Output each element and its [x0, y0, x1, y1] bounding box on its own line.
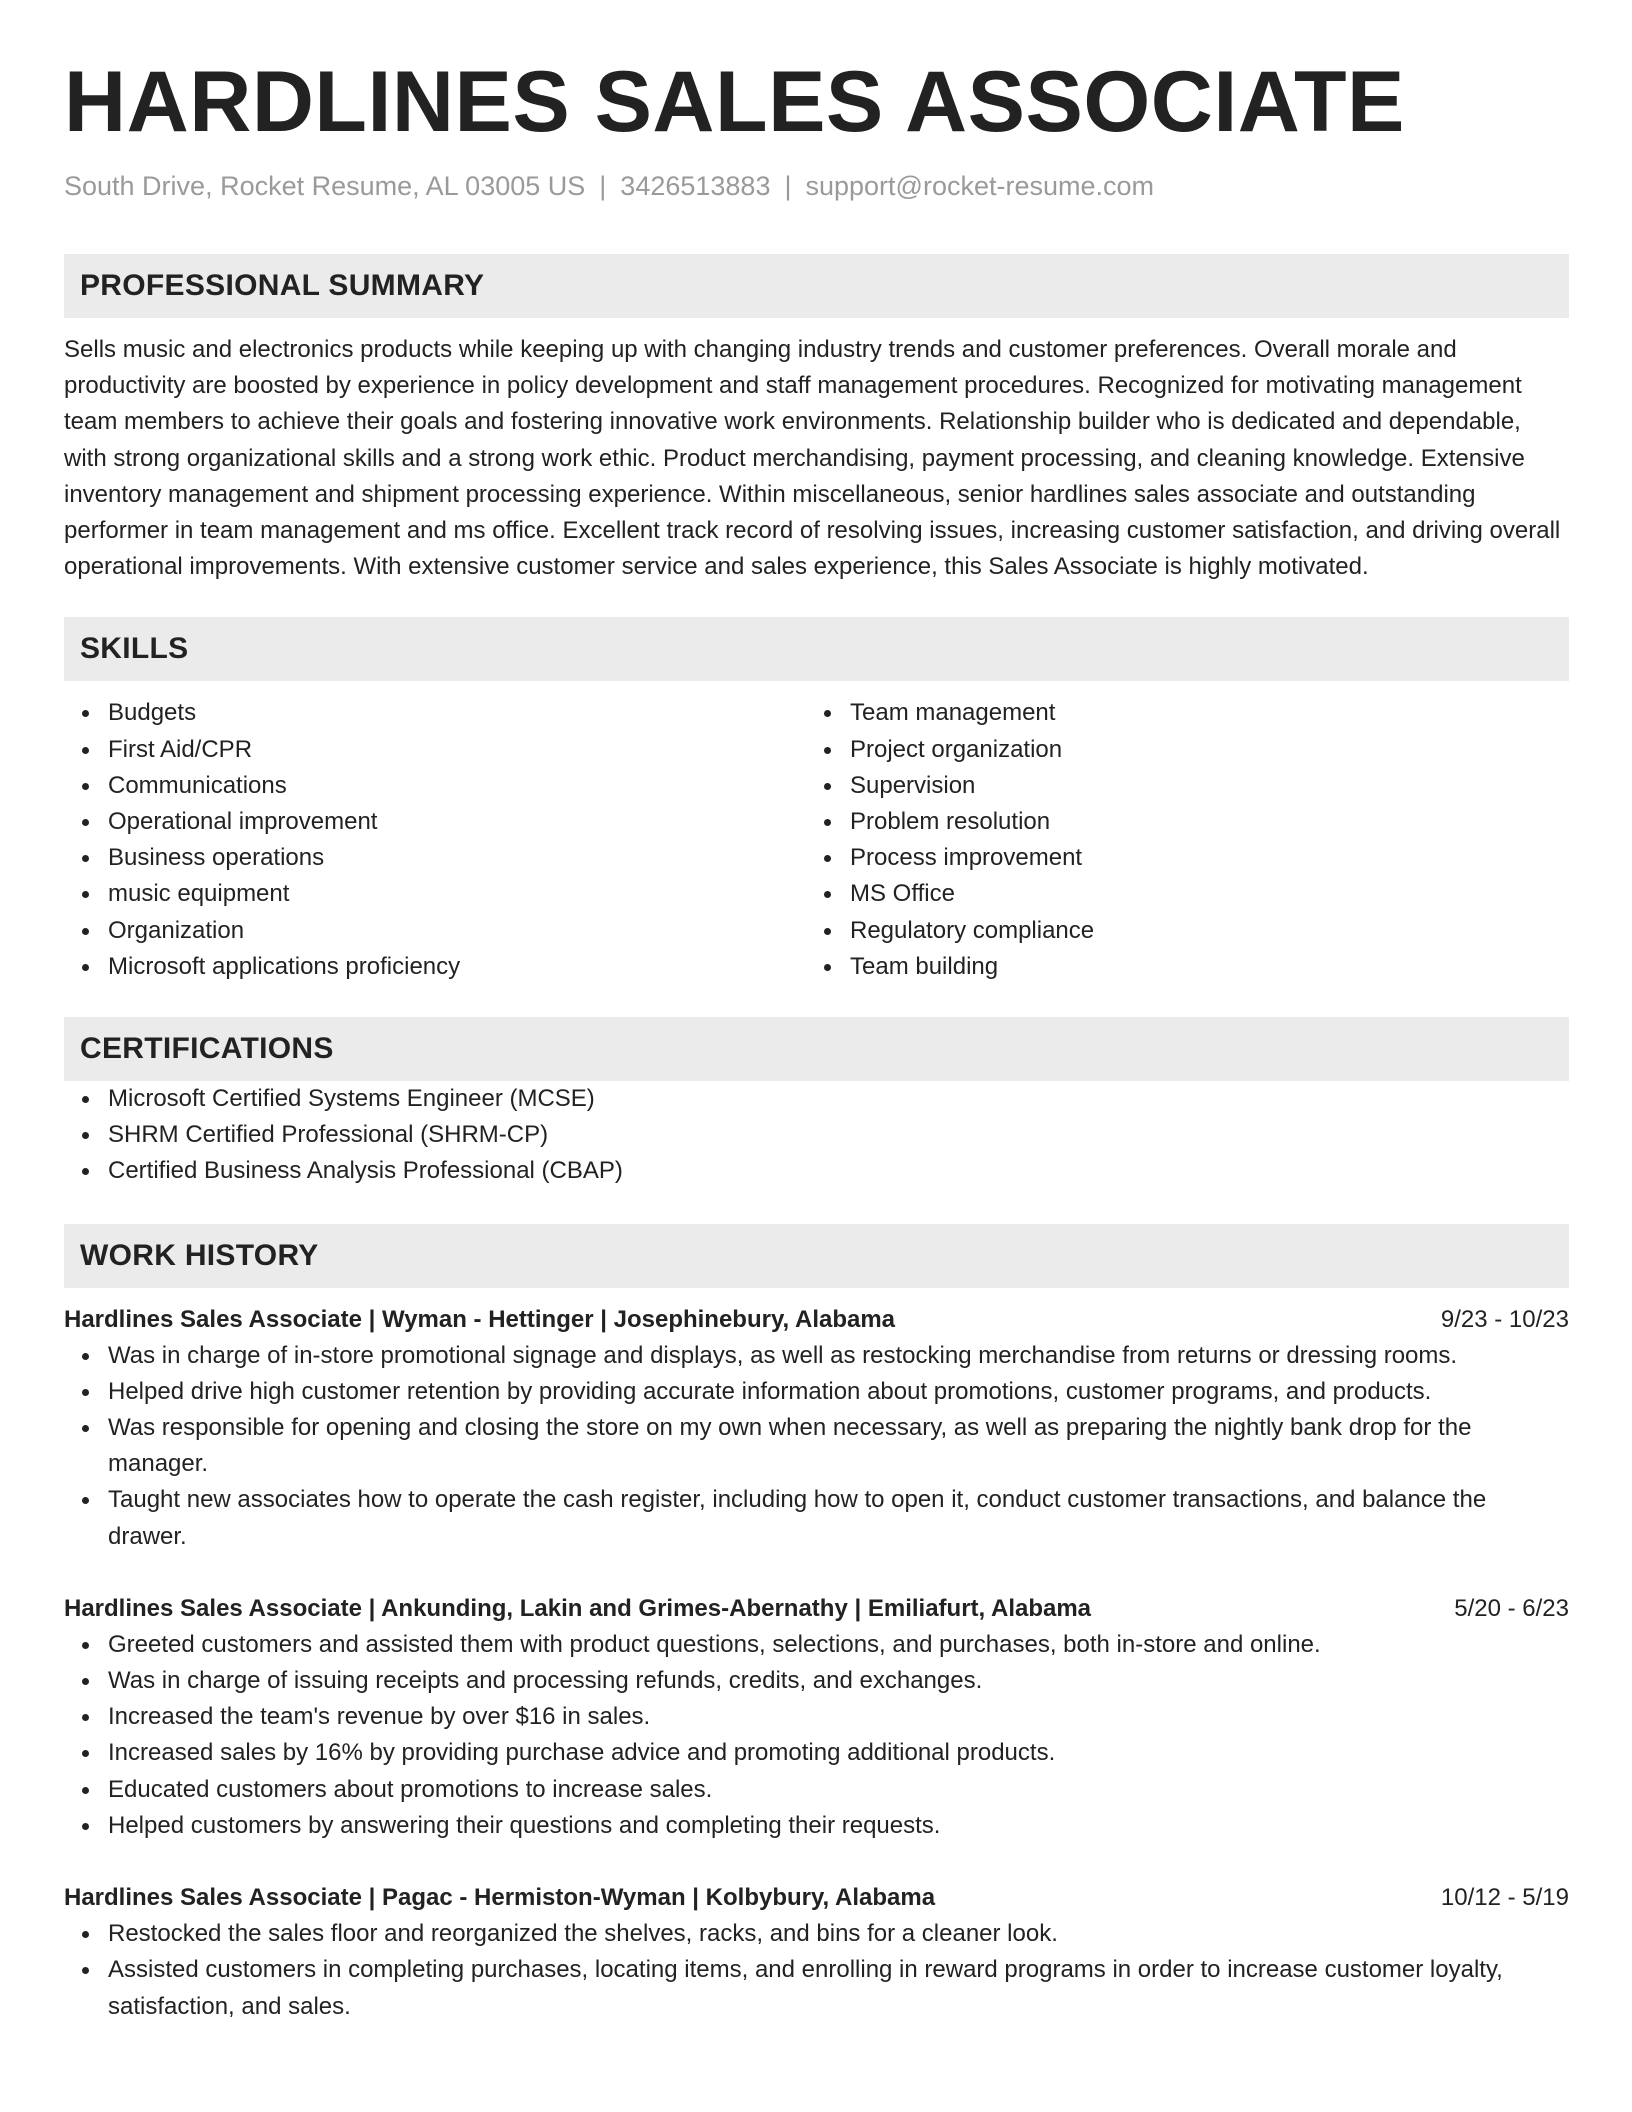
job-title: Hardlines Sales Associate | Ankunding, Lakin and Grimes-Abernathy | Emiliafurt, Alabama	[64, 1594, 1092, 1622]
job-title: Hardlines Sales Associate | Wyman - Hettinger | Josephinebury, Alabama	[64, 1305, 896, 1333]
certifications-list	[64, 1081, 1569, 1190]
job-duty: Restocked the sales floor and reorganized the shelves, racks, and bins for a cleaner look.	[108, 1916, 1569, 1952]
skill-item: MS Office	[850, 876, 1548, 912]
skills-list-right	[806, 695, 1548, 985]
skill-item: Regulatory compliance	[850, 913, 1548, 949]
job-header	[64, 1880, 1569, 1916]
job-duty: Taught new associates how to operate the cash register, including how to open it, conduct customer transactions, and balance the drawer.	[108, 1482, 1569, 1554]
job-duty: Assisted customers in completing purchases, locating items, and enrolling in reward programs in order to increase customer loyalty, satisfaction, and sales.	[108, 1952, 1569, 2024]
job-duty: Helped customers by answering their questions and completing their requests.	[108, 1808, 1569, 1844]
job-dates: 5/20 - 6/23	[1454, 1594, 1569, 1622]
skill-item: Project organization	[850, 732, 1548, 768]
job-title: Hardlines Sales Associate | Pagac - Hermiston-Wyman | Kolbybury, Alabama	[64, 1884, 936, 1912]
job-entry	[64, 1302, 1569, 1555]
certification-item: SHRM Certified Professional (SHRM-CP)	[108, 1117, 1569, 1153]
job-duty: Was in charge of issuing receipts and processing refunds, credits, and exchanges.	[108, 1663, 1569, 1699]
skill-item: Problem resolution	[850, 804, 1548, 840]
skill-item: music equipment	[108, 876, 806, 912]
skill-item: Supervision	[850, 768, 1548, 804]
resume-title: HARDLINES SALES ASSOCIATE	[64, 54, 1405, 150]
contact-separator: |	[784, 171, 792, 201]
skill-item: First Aid/CPR	[108, 732, 806, 768]
job-duty: Increased sales by 16% by providing purchase advice and promoting additional products.	[108, 1735, 1569, 1771]
resume-page	[64, 0, 1569, 2025]
job-duties	[64, 1338, 1569, 1555]
job-dates: 9/23 - 10/23	[1440, 1305, 1569, 1333]
certification-item: Certified Business Analysis Professional (CBAP)	[108, 1153, 1569, 1189]
skill-item: Business operations	[108, 840, 806, 876]
skill-item: Process improvement	[850, 840, 1548, 876]
summary-heading: PROFESSIONAL SUMMARY	[64, 254, 1569, 318]
summary-text: Sells music and electronics products while keeping up with changing industry trends and customer preferences. Overall morale and productivity are boosted by experience in policy development and staff management procedures. Recognized for motivating management team members to achieve their goals and fostering innovative work environments. Relationship builder who is dedicated and dependable, with strong organizational skills and a strong work ethic. Product merchandising, payment processing, and cleaning knowledge. Extensive inventory management and shipment processing experience. Within miscellaneous, senior hardlines sales associate and outstanding performer in team management and ms office. Excellent track record of resolving issues, increasing customer satisfaction, and driving overall operational improvements. With extensive customer service and sales experience, this Sales Associate is highly motivated.	[64, 336, 1561, 581]
job-duty: Was in charge of in-store promotional signage and displays, as well as restocking merchandise from returns or dressing rooms.	[108, 1338, 1569, 1374]
job-duty: Was responsible for opening and closing the store on my own when necessary, as well as preparing the nightly bank drop for the manager.	[108, 1410, 1569, 1482]
job-header	[64, 1302, 1569, 1338]
skills-grid	[64, 695, 1569, 985]
skill-item: Team building	[850, 949, 1548, 985]
skills-column-left	[64, 695, 806, 985]
job-duty: Greeted customers and assisted them with product questions, selections, and purchases, both in-store and online.	[108, 1627, 1569, 1663]
skill-item: Team management	[850, 695, 1548, 731]
skills-heading: SKILLS	[64, 617, 1569, 681]
contact-separator: |	[599, 171, 607, 201]
job-entry	[64, 1591, 1569, 1844]
skill-item: Budgets	[108, 695, 806, 731]
contact-address: South Drive, Rocket Resume, AL 03005 US	[64, 171, 586, 201]
job-duty: Educated customers about promotions to increase sales.	[108, 1772, 1569, 1808]
skill-item: Operational improvement	[108, 804, 806, 840]
job-dates: 10/12 - 5/19	[1440, 1884, 1569, 1912]
skill-item: Microsoft applications proficiency	[108, 949, 806, 985]
job-duty: Helped drive high customer retention by providing accurate information about promotions, customer programs, and products.	[108, 1374, 1569, 1410]
certifications-heading: CERTIFICATIONS	[64, 1017, 1569, 1081]
job-header	[64, 1591, 1569, 1627]
job-duty: Increased the team's revenue by over $16 in sales.	[108, 1699, 1569, 1735]
skill-item: Communications	[108, 768, 806, 804]
skills-column-right	[806, 695, 1548, 985]
contact-line	[64, 168, 1569, 204]
skills-list-left	[64, 695, 806, 985]
job-duties	[64, 1916, 1569, 2025]
contact-email: support@rocket-resume.com	[805, 171, 1155, 201]
work-history-heading: WORK HISTORY	[64, 1224, 1569, 1288]
skill-item: Organization	[108, 913, 806, 949]
certification-item: Microsoft Certified Systems Engineer (MCSE)	[108, 1081, 1569, 1117]
job-duties	[64, 1627, 1569, 1844]
contact-phone: 3426513883	[620, 171, 771, 201]
job-entry	[64, 1880, 1569, 2025]
